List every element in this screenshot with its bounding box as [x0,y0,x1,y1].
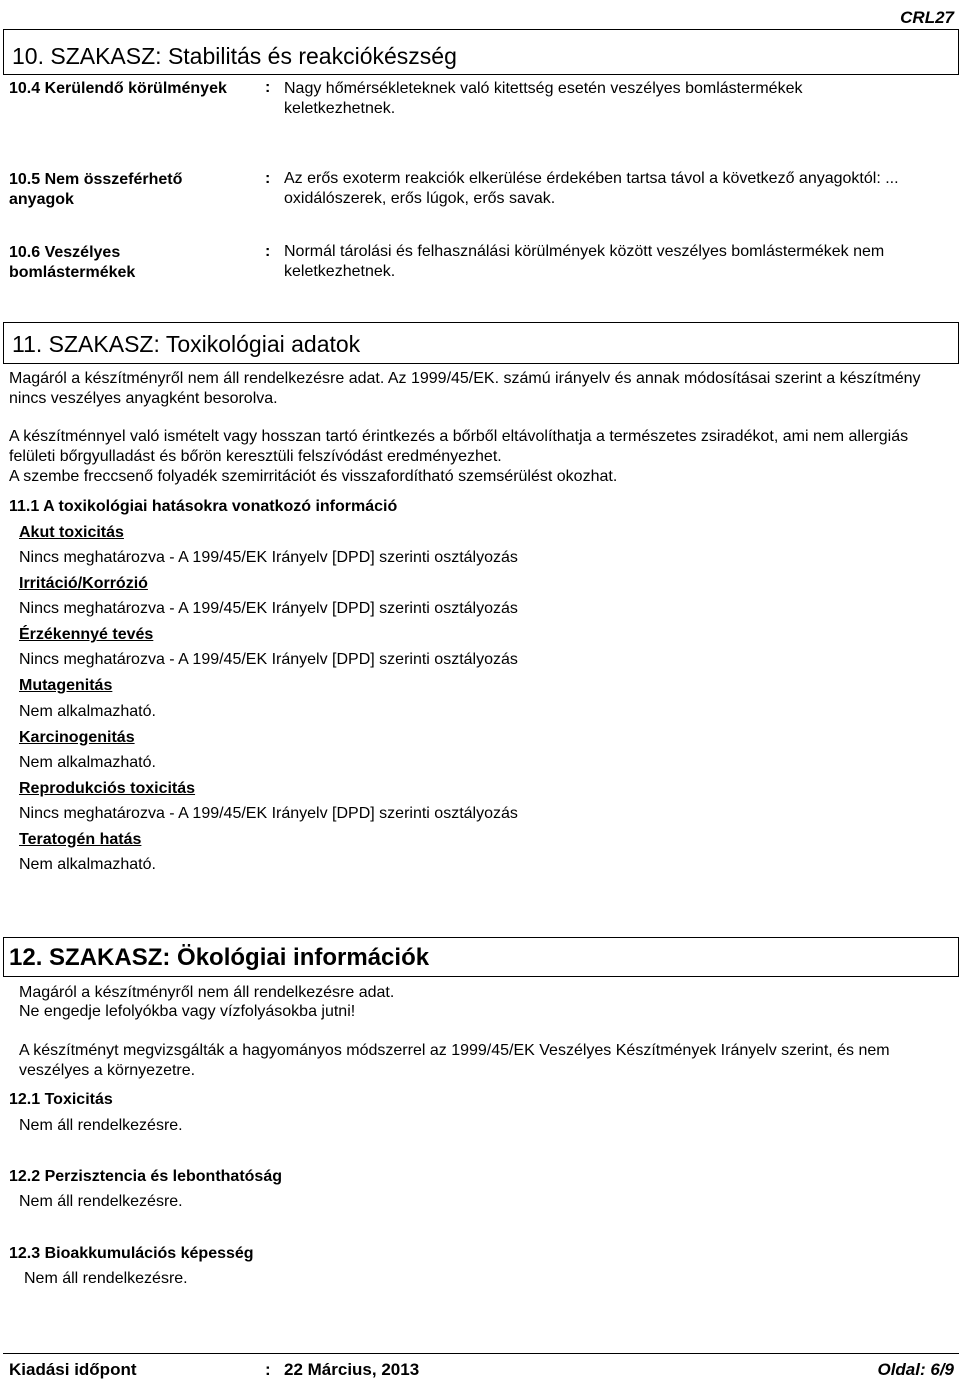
s12-sub-3-value: Nem áll rendelkezésre. [24,1270,188,1287]
row-10-4-label: 10.4 Kerülendő körülmények [9,80,227,97]
footer-rule [3,1353,959,1354]
footer-label: Kiadási időpont [9,1360,137,1379]
item-heading-reprodukcios: Reprodukciós toxicitás [19,780,196,797]
item-value-teratogen: Nem alkalmazható. [19,856,156,873]
section-12-title: 12. SZAKASZ: Ökológiai információk [9,944,430,971]
s11-paragraph-3: A szembe freccsenő folyadék szemirritációt és visszafordítható szemsérülést okozhat. [9,468,618,485]
s11-paragraph-2: A készítménnyel való ismételt vagy hosszan tartó érintkezés a bőrből eltávolíthatja a természetes zsiradékot, ami nem allergiás felületi bőrgyulladást és bőrön keresztüli felszívódást eredményezhet. [9,428,909,465]
item-heading-mutagenitas: Mutagenitás [19,677,113,694]
footer-colon: : [265,1360,271,1379]
row-10-4-colon: : [265,79,271,96]
s11-subheading: 11.1 A toxikológiai hatásokra vonatkozó információ [9,498,398,515]
row-10-5-text: Az erős exoterm reakciók elkerülése érdekében tartsa távol a következő anyagoktól: ... oxidálószerek, erős lúgok, erős savak. [284,170,899,207]
item-heading-erzekenny: Érzékennyé tevés [19,626,154,643]
s12-sub-1-heading: 12.1 Toxicitás [9,1091,113,1108]
item-heading-karcinogenitas: Karcinogenitás [19,729,135,746]
s12-sub-2-heading: 12.2 Perzisztencia és lebonthatóság [9,1168,282,1185]
footer-date: 22 Március, 2013 [284,1360,420,1379]
s12-sub-3-heading: 12.3 Bioakkumulációs képesség [9,1245,254,1262]
s12-paragraph-1: Magáról a készítményről nem áll rendelkezésre adat. [19,984,395,1001]
doc-code: CRL27 [900,8,954,27]
s11-paragraph-1: Magáról a készítményről nem áll rendelkezésre adat. Az 1999/45/EK. számú irányelv és annak módosításai szerint a készítmény nincs veszélyes anyagként besorolva. [9,370,921,407]
item-heading-teratogen: Teratogén hatás [19,831,142,848]
s12-paragraph-3: A készítményt megvizsgálták a hagyományos módszerrel az 1999/45/EK Veszélyes Készítmények Irányelv szerint, és nem veszélyes a környezetre. [19,1042,890,1079]
s12-sub-2-value: Nem áll rendelkezésre. [19,1193,183,1210]
item-value-akut: Nincs meghatározva - A 199/45/EK Irányelv [DPD] szerinti osztályozás [19,549,518,566]
item-value-erzekenny: Nincs meghatározva - A 199/45/EK Irányelv [DPD] szerinti osztályozás [19,651,518,668]
row-10-4-text: Nagy hőmérsékleteknek való kitettség esetén veszélyes bomlástermékek keletkezhetnek. [284,80,803,117]
section-11-title: 11. SZAKASZ: Toxikológiai adatok [12,331,361,357]
section-10-title: 10. SZAKASZ: Stabilitás és reakciókészség [12,43,457,69]
s12-paragraph-2: Ne engedje lefolyókba vagy vízfolyásokba jutni! [19,1003,356,1020]
item-value-mutagenitas: Nem alkalmazható. [19,703,156,720]
item-value-reprodukcios: Nincs meghatározva - A 199/45/EK Irányelv [DPD] szerinti osztályozás [19,805,518,822]
footer-page-number: Oldal: 6/9 [877,1360,954,1379]
row-10-6-text: Normál tárolási és felhasználási körülmények között veszélyes bomlástermékek nem keletkezhetnek. [284,243,885,280]
row-10-5-label: 10.5 Nem összeférhető anyagok [9,171,183,208]
item-value-karcinogenitas: Nem alkalmazható. [19,754,156,771]
item-heading-irritacio: Irritáció/Korrózió [19,575,148,592]
row-10-5-colon: : [265,170,271,187]
row-10-6-colon: : [265,243,271,260]
item-heading-akut: Akut toxicitás [19,524,124,541]
row-10-6-label: 10.6 Veszélyes bomlástermékek [9,244,136,281]
s12-sub-1-value: Nem áll rendelkezésre. [19,1117,183,1134]
item-value-irritacio: Nincs meghatározva - A 199/45/EK Irányelv [DPD] szerinti osztályozás [19,600,518,617]
